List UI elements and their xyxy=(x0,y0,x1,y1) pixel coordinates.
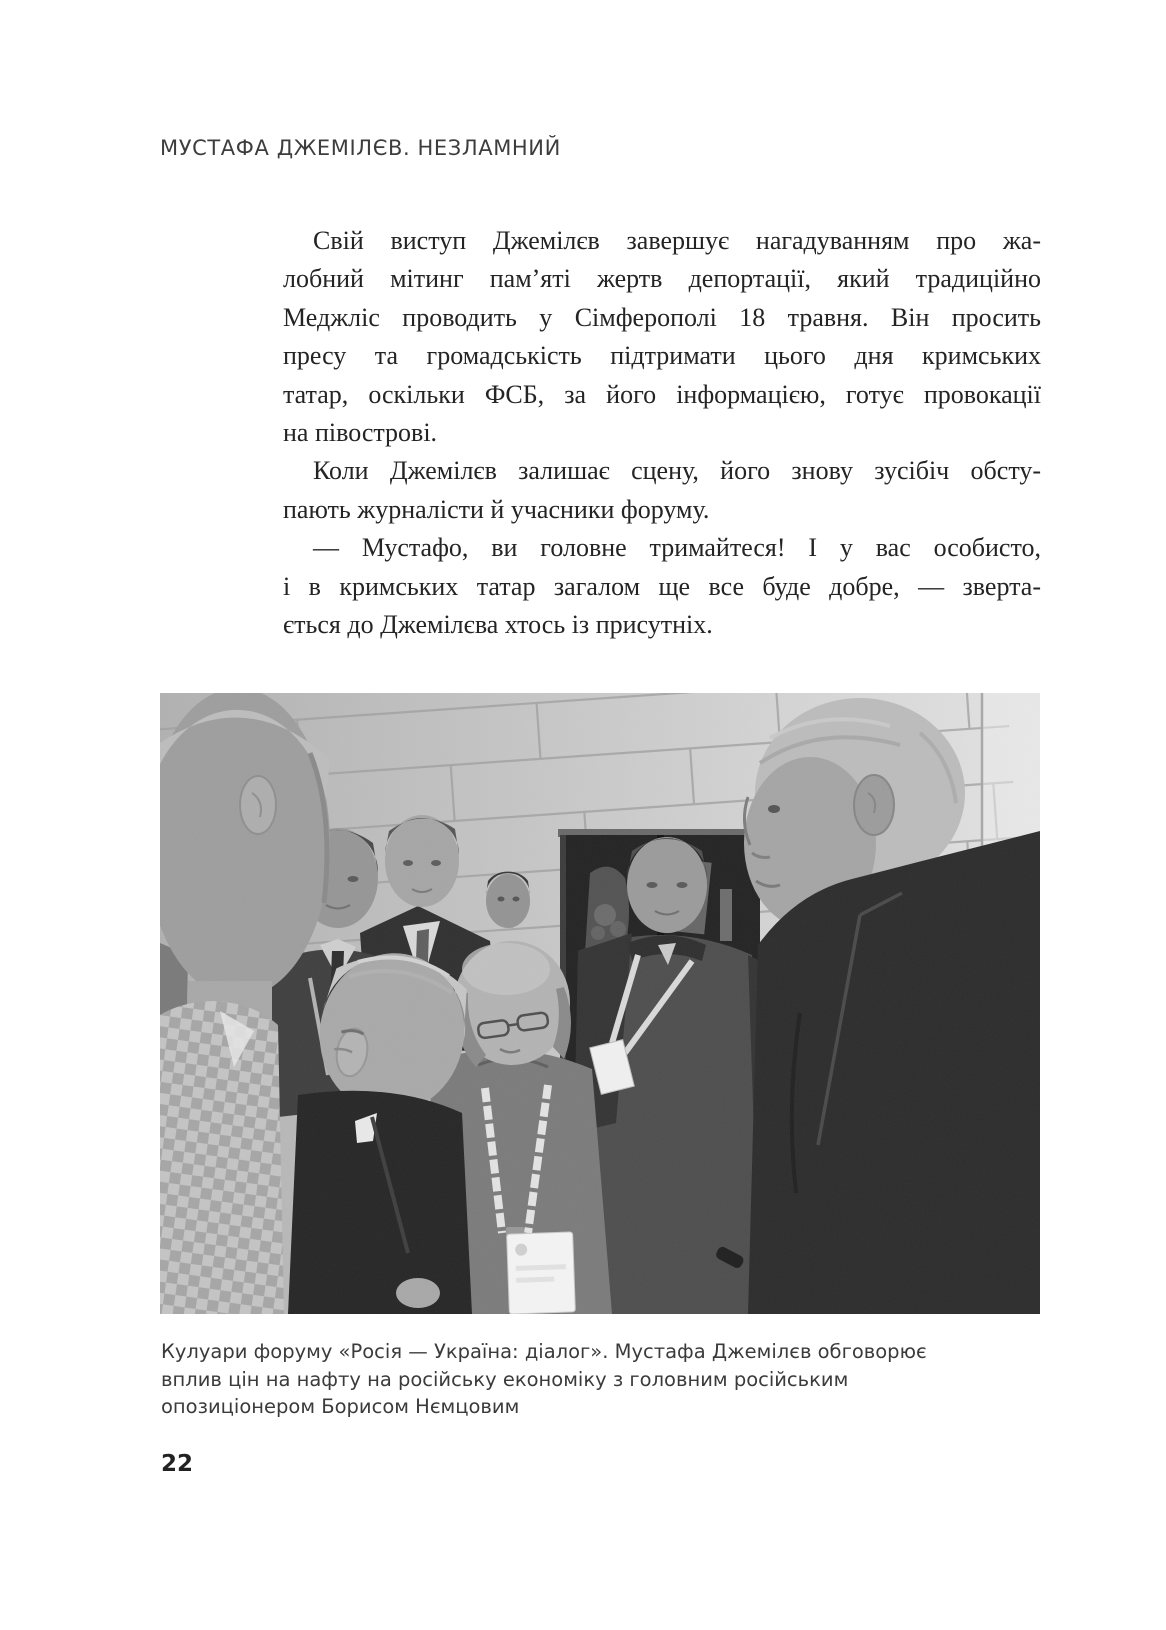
page-number: 22 xyxy=(161,1451,194,1477)
text-line: — Мустафо, ви головне тримайтеся! І у вас особисто, xyxy=(313,533,1041,563)
text-line: пресу та громадськість підтримати цього дня кримських xyxy=(283,341,1041,371)
text-line: ється до Джемілєва хтось із присутніх. xyxy=(283,610,713,640)
text-line: пають журналісти й учасники форуму. xyxy=(283,494,710,524)
caption-line: Кулуари форуму «Росія — Україна: діалог». Мустафа Джемілєв обговорює xyxy=(161,1340,927,1363)
text-line: і в кримських татар загалом ще все буде добре, — зверта- xyxy=(283,571,1041,601)
text-line: Меджліс проводить у Сімферополі 18 травня. Він просить xyxy=(283,302,1041,332)
paragraph-2 xyxy=(283,452,1041,529)
text-line: Свій виступ Джемілєв завершує нагадуванням про жа- xyxy=(313,226,1041,255)
paragraph-3 xyxy=(283,529,1041,644)
caption-line: опозиціонером Борисом Нємцовим xyxy=(161,1395,520,1418)
photo-caption xyxy=(161,1338,1041,1421)
running-header: МУСТАФА ДЖЕМІЛЄВ. НЕЗЛАМНИЙ xyxy=(160,136,561,160)
photo-grain-overlay xyxy=(160,693,1040,1314)
photo-illustration xyxy=(160,693,1040,1314)
photo xyxy=(160,693,1040,1314)
paragraph-1 xyxy=(283,222,1041,452)
body-text xyxy=(283,222,1041,644)
caption-line: вплив цін на нафту на російську економіку з головним російським xyxy=(161,1367,849,1391)
text-line: татар, оскільки ФСБ, за його інформацією, готує провокації xyxy=(283,379,1041,409)
text-line: Коли Джемілєв залишає сцену, його знову зусібіч обсту- xyxy=(313,456,1041,486)
text-line: на півострові. xyxy=(283,418,438,448)
text-line: лобний мітинг пам’яті жертв депортації, який традиційно xyxy=(283,264,1041,294)
